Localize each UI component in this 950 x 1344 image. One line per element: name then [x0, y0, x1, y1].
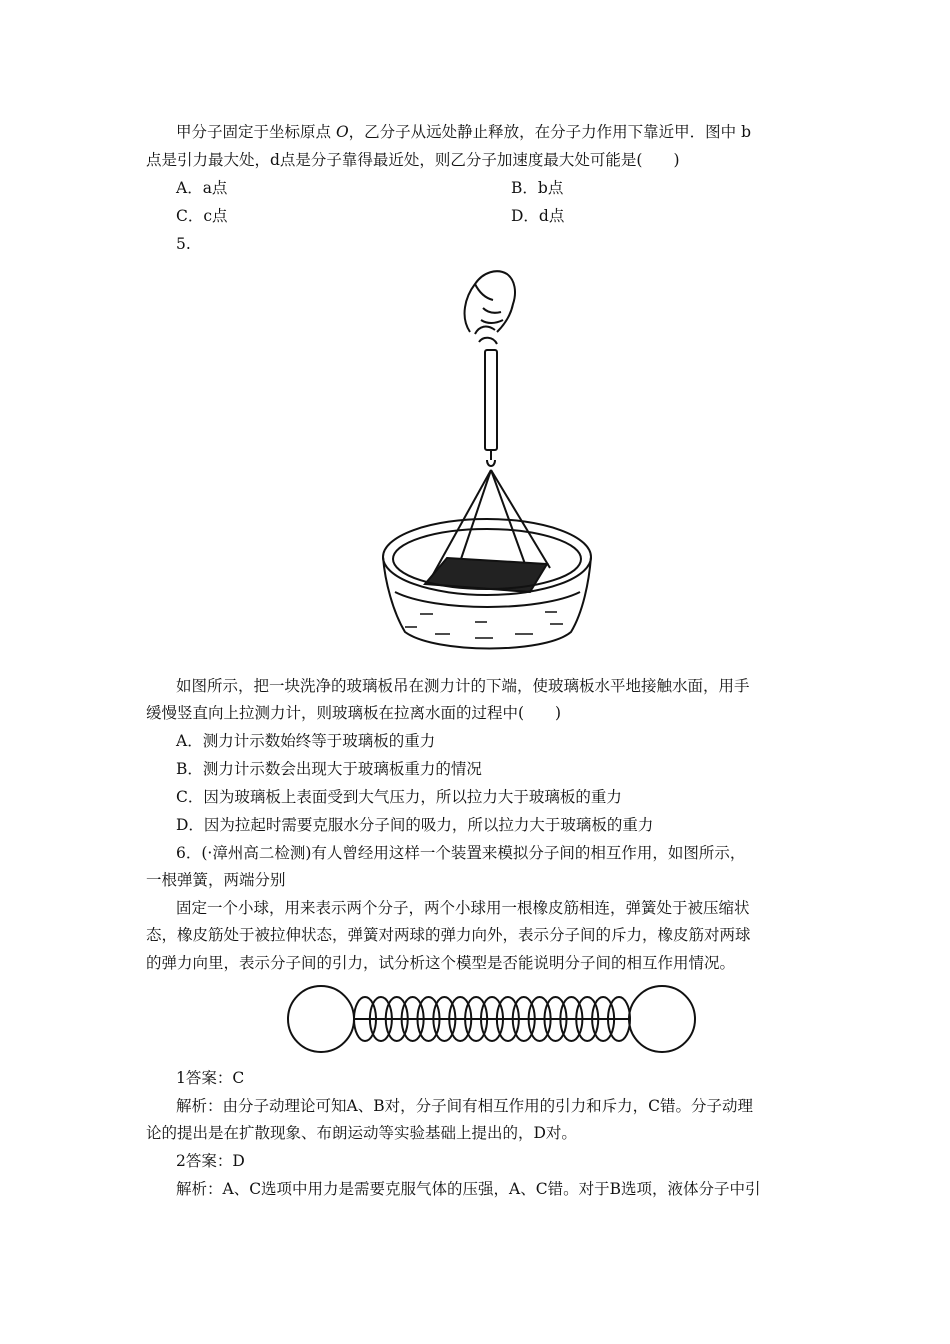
q4-line1	[176, 122, 751, 142]
q6-line5: 的弹力向里，表示分子间的引力，试分析这个模型是否能说明分子间的相互作用情况。	[146, 954, 736, 972]
q4-option-b: B．b点	[511, 179, 564, 197]
q5-option-a: A．测力计示数始终等于玻璃板的重力	[176, 732, 436, 750]
q5-number: 5.	[176, 235, 191, 253]
q4-line1-post: ，乙分子从远处静止释放，在分子力作用下靠近甲．图中 b	[348, 123, 752, 141]
left-ball	[288, 986, 354, 1052]
answer-1: 1答案：C	[176, 1069, 245, 1087]
q5-line2: 缓慢竖直向上拉测力计，则玻璃板在拉离水面的过程中( )	[146, 704, 562, 722]
q5-option-c: C．因为玻璃板上表面受到大气压力，所以拉力大于玻璃板的重力	[176, 788, 622, 806]
q4-origin-O: O	[335, 123, 349, 141]
answer-1-explanation-2: 论的提出是在扩散现象、布朗运动等实验基础上提出的，D对。	[146, 1124, 577, 1142]
answer-2: 2答案：D	[176, 1152, 245, 1170]
q5-line1: 如图所示，把一块洗净的玻璃板吊在测力计的下端，使玻璃板水平地接触水面，用手	[176, 677, 750, 695]
q6-line4: 态，橡皮筋处于被拉伸状态，弹簧对两球的弹力向外，表示分子间的斥力，橡皮筋对两球	[146, 926, 751, 944]
q6-line1: 6．(·漳州高二检测)有人曾经用这样一个装置来模拟分子间的相互作用，如图所示，	[176, 844, 746, 862]
q6-line3: 固定一个小球，用来表示两个分子，两个小球用一根橡皮筋相连，弹簧处于被压缩状	[176, 899, 750, 917]
spring-scale-glass-plate-figure	[375, 262, 605, 657]
q4-line1-pre: 甲分子固定于坐标原点	[176, 123, 336, 141]
q4-line2: 点是引力最大处，d点是分子靠得最近处，则乙分子加速度最大处可能是( )	[146, 151, 680, 169]
q6-line2: 一根弹簧，两端分别	[146, 871, 286, 889]
q5-option-b: B．测力计示数会出现大于玻璃板重力的情况	[176, 760, 482, 778]
right-ball	[629, 986, 695, 1052]
q4-option-c: C．c点	[176, 207, 228, 225]
q4-option-a: A．a点	[176, 179, 228, 197]
q5-option-d: D．因为拉起时需要克服水分子间的吸力，所以拉力大于玻璃板的重力	[176, 816, 654, 834]
answer-2-explanation-1: 解析：A、C选项中用力是需要克服气体的压强，A、C错。对于B选项，液体分子中引	[176, 1180, 761, 1198]
answer-1-explanation-1: 解析：由分子动理论可知A、B对，分子间有相互作用的引力和斥力，C错。分子动理	[176, 1097, 753, 1115]
spring-balls-model-figure	[285, 978, 700, 1060]
q4-option-d: D．d点	[511, 207, 565, 225]
